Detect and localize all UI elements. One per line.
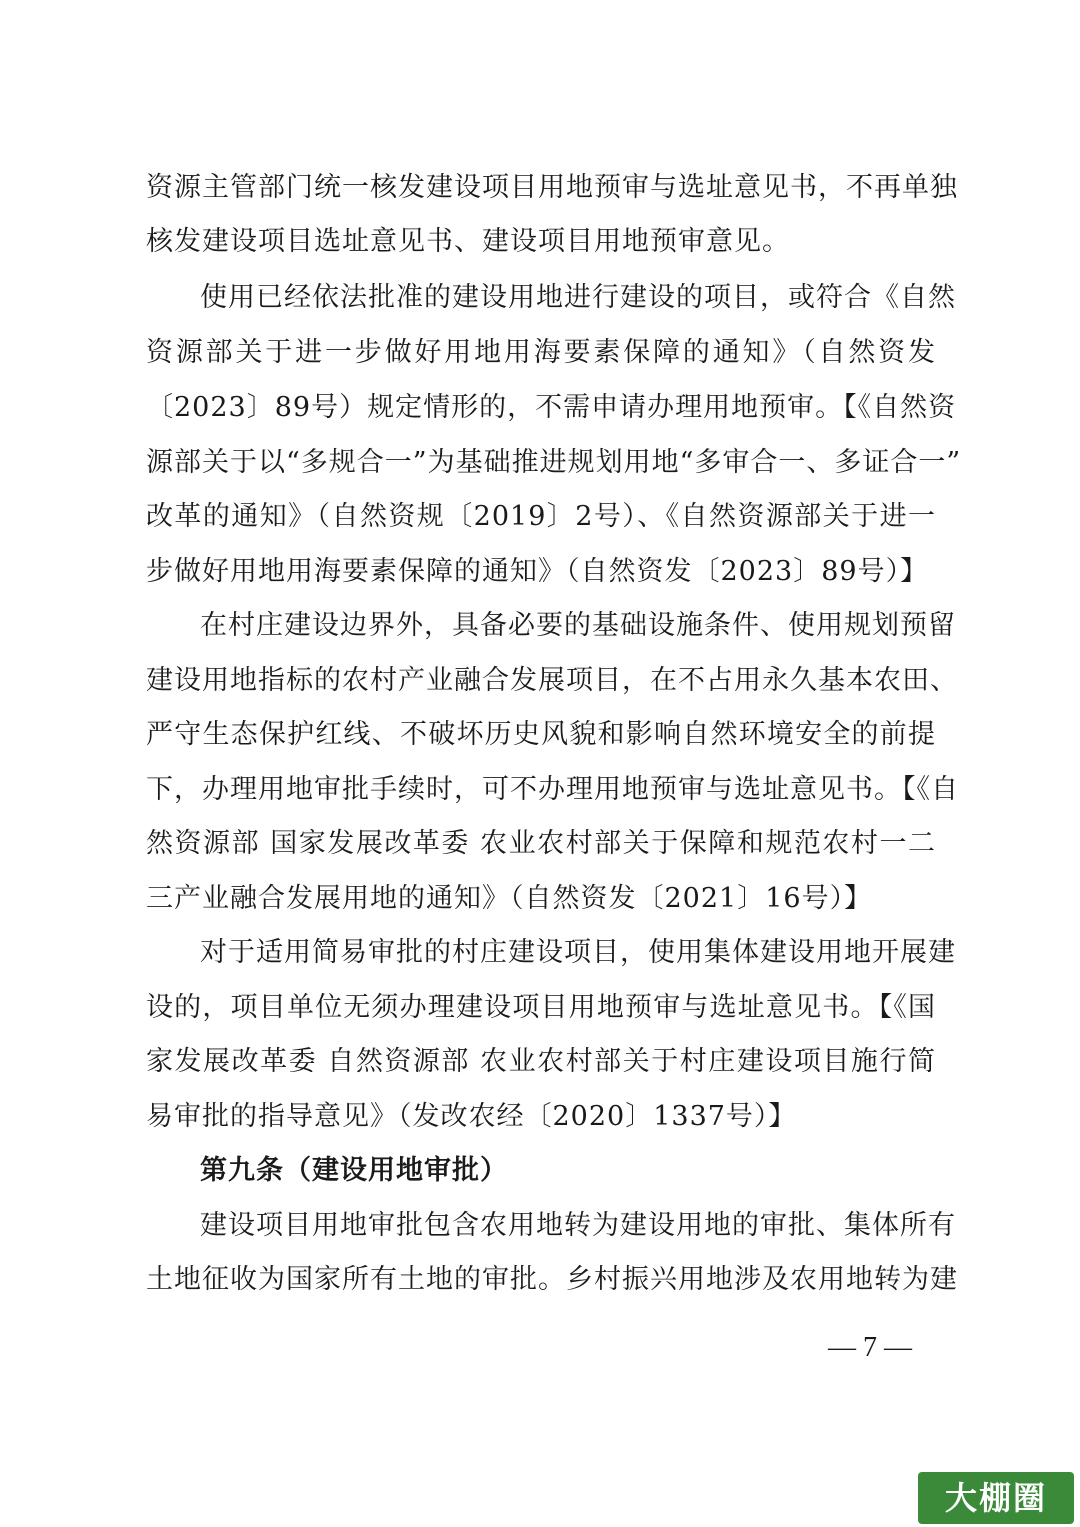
text-line: 建设项目用地审批包含农用地转为建设用地的审批、集体所有 bbox=[200, 1210, 956, 1241]
page-number: — 7 — bbox=[828, 1332, 912, 1363]
text-line: 〔2023〕89号）规定情形的，不需申请办理用地预审。【《自然资 bbox=[146, 392, 957, 423]
watermark-logo: 大棚圈 bbox=[918, 1472, 1074, 1524]
text-line: 设的，项目单位无须办理建设项目用地预审与选址意见书。【《国 bbox=[146, 992, 936, 1023]
text-line: 资源主管部门统一核发建设项目用地预审与选址意见书，不再单独 bbox=[146, 172, 958, 203]
text-line: 易审批的指导意见》（发改农经〔2020〕1337号）】 bbox=[146, 1101, 797, 1132]
text-line: 资源部关于进一步做好用地用海要素保障的通知》（自然资发 bbox=[146, 337, 936, 368]
text-line: 家发展改革委 自然资源部 农业农村部关于村庄建设项目施行简 bbox=[146, 1046, 936, 1077]
text-line: 下，办理用地审批手续时，可不办理用地预审与选址意见书。【《自 bbox=[146, 774, 959, 805]
text-line: 对于适用简易审批的村庄建设项目，使用集体建设用地开展建 bbox=[200, 937, 956, 968]
text-line: 在村庄建设边界外，具备必要的基础设施条件、使用规划预留 bbox=[200, 610, 956, 641]
text-line: 源部关于以“多规合一”为基础推进规划用地“多审合一、多证合一” bbox=[146, 447, 962, 478]
text-line: 使用已经依法批准的建设用地进行建设的项目，或符合《自然 bbox=[200, 282, 956, 313]
text-line: 严守生态保护红线、不破坏历史风貌和影响自然环境安全的前提 bbox=[146, 719, 936, 750]
article-heading: 第九条（建设用地审批） bbox=[200, 1155, 508, 1186]
text-line: 改革的通知》（自然资规〔2019〕2号）、《自然资源部关于进一 bbox=[146, 501, 936, 532]
text-line: 核发建设项目选址意见书、建设项目用地预审意见。 bbox=[146, 226, 790, 257]
text-line: 土地征收为国家所有土地的审批。乡村振兴用地涉及农用地转为建 bbox=[146, 1264, 958, 1295]
text-line: 然资源部 国家发展改革委 农业农村部关于保障和规范农村一二 bbox=[146, 828, 936, 859]
text-line: 步做好用地用海要素保障的通知》（自然资发〔2023〕89号）】 bbox=[146, 556, 929, 587]
text-line: 三产业融合发展用地的通知》（自然资发〔2021〕16号）】 bbox=[146, 883, 873, 914]
text-line: 建设用地指标的农村产业融合发展项目，在不占用永久基本农田、 bbox=[146, 665, 958, 696]
